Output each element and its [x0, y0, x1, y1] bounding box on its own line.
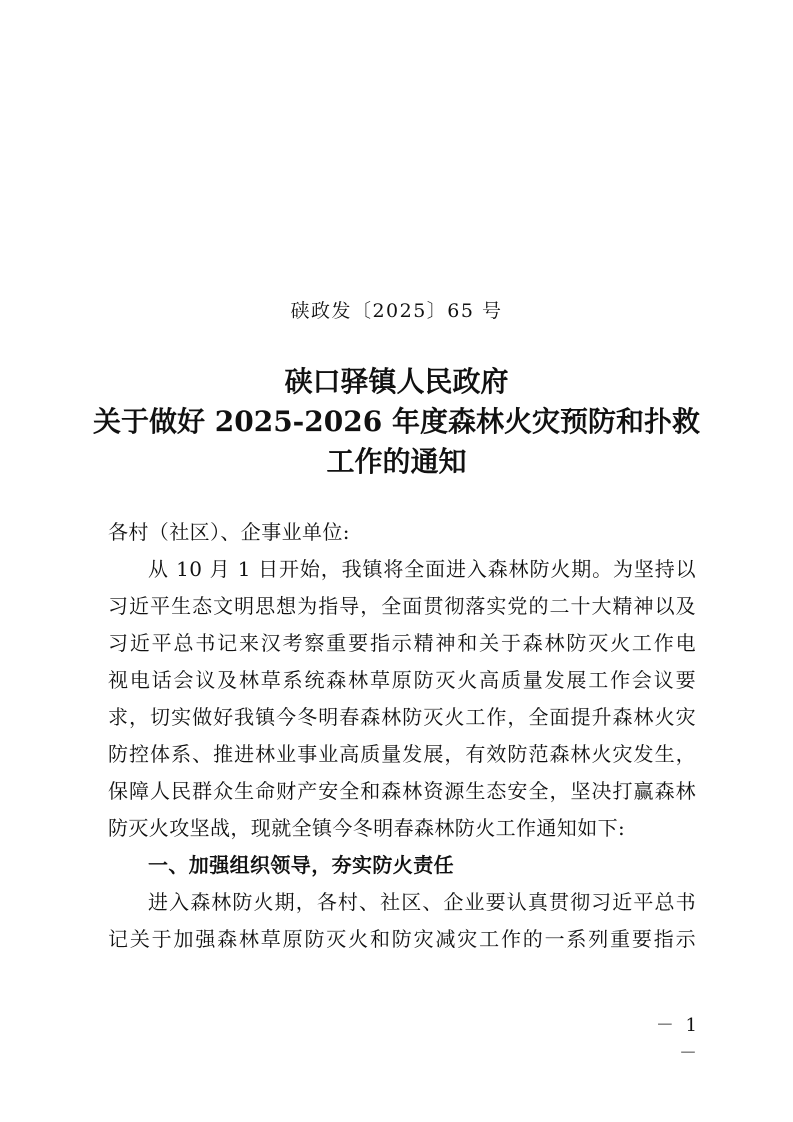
paragraph-line: 进入森林防火期，各村、社区、企业要认真贯彻习近平总书 — [148, 890, 696, 914]
section-heading-1: 一、加强组织领导，夯实防火责任 — [148, 853, 454, 877]
paragraph-1 — [108, 551, 696, 847]
title-line-1: 硖口驿镇人民政府 — [284, 365, 509, 398]
title-line-3: 工作的通知 — [326, 445, 467, 478]
paragraph-line: 记关于加强森林草原防灭火和防灾减灾工作的一系列重要指示 — [108, 927, 696, 951]
document-body — [108, 514, 696, 958]
salutation: 各村（社区）、企事业单位: — [108, 520, 350, 544]
paragraph-line: 防灭火攻坚战，现就全镇今冬明春森林防火工作通知如下: — [108, 816, 626, 840]
paragraph-line: 习近平生态文明思想为指导，全面贯彻落实党的二十大精神以及 — [108, 594, 696, 618]
paragraph-line: 求，切实做好我镇今冬明春森林防灭火工作，全面提升森林火灾 — [108, 705, 696, 729]
paragraph-line: 习近平总书记来汉考察重要指示精神和关于森林防灭火工作电 — [108, 631, 696, 655]
page-number: － 1 － — [655, 1015, 700, 1064]
paragraph-line: 从 10 月 1 日开始，我镇将全面进入森林防火期。为坚持以 — [148, 557, 696, 581]
paragraph-line: 防控体系、推进林业事业高质量发展，有效防范森林火灾发生， — [108, 742, 696, 766]
paragraph-line: 视电话会议及林草系统森林草原防灭火高质量发展工作会议要 — [108, 668, 696, 692]
paragraph-line: 保障人民群众生命财产安全和森林资源生态安全，坚决打赢森林 — [108, 779, 696, 803]
title-line-2: 关于做好 2025-2026 年度森林火灾预防和扑救 — [93, 405, 700, 438]
document-title — [0, 362, 793, 482]
paragraph-2 — [108, 884, 696, 958]
document-number: 硖政发〔2025〕65 号 — [290, 300, 503, 322]
